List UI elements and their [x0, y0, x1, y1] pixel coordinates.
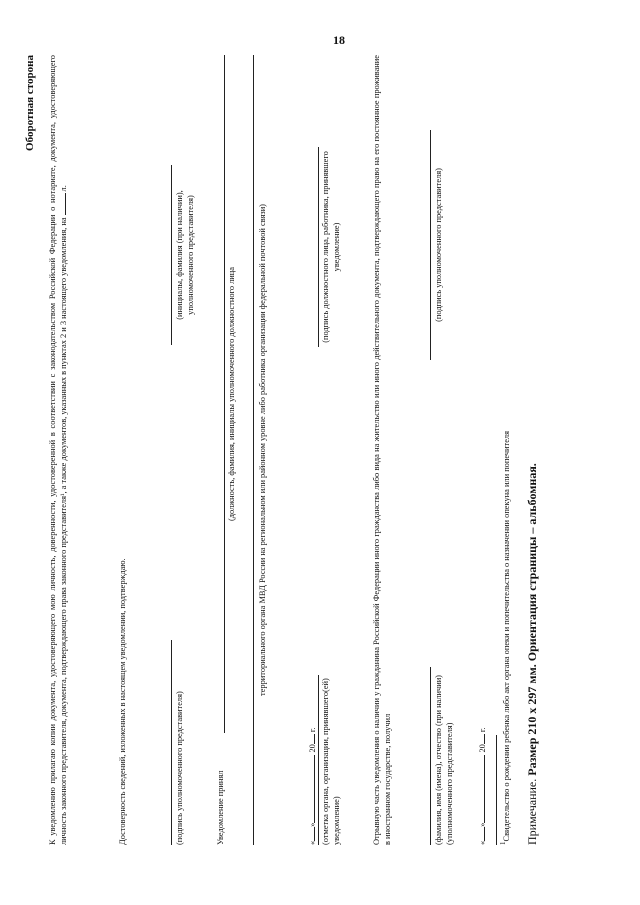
page-number: 18 — [333, 33, 345, 47]
detachable-text: Отрывную часть уведомления о наличии у гражданина Российской Федерации иного гражданства либо вида на жительство или иного действительного документа, подтверждающего право на его постоянное проживание в иностранном государстве, получил — [372, 55, 392, 845]
mark-line — [318, 675, 319, 845]
initials-caption: (инициалы, фамилия (при наличии), уполномоченного представителя) — [175, 190, 195, 320]
territorial-caption: территориального органа МВД России на региональном или районном уровне либо работника организации федеральной почтовой связи) — [258, 204, 267, 696]
received-signature-line — [430, 130, 431, 360]
official-line — [224, 55, 225, 733]
page-note: Примечание. Размер 210 х 297 мм. Ориентация страницы – альбомная. — [525, 463, 539, 845]
official-caption: (должность, фамилия, инициалы уполномоченного должностного лица — [227, 267, 236, 521]
sheets-count-blank — [65, 193, 66, 215]
section-title: Оборотная сторона — [24, 55, 36, 151]
territorial-line — [253, 55, 254, 845]
mark-caption: (отметка органа, организации, принявшего(ей) уведомление) — [321, 678, 341, 845]
confirmation-text: Достоверность сведений, изложенных в настоящем уведомлении, подтверждаю. — [118, 558, 127, 845]
rotated-form — [25, 55, 545, 845]
intro-paragraph: К уведомлению прилагаю копии документа, удостоверяющего мою личность, доверенности, удостоверенной в соответствии с законодательством Российской Федерации о нотариате, документа, удостоверяющего личность законного представителя, документа, подтверждающего права законного представителя¹, а также документов, указанных в пунктах 2 и 3 настоящего уведомления, нал. — [48, 55, 68, 845]
employee-signature-line — [318, 147, 319, 347]
employee-signature-caption: (подпись должностного лица, работника, принявшего уведомление) — [321, 151, 341, 343]
signature-caption: (подпись уполномоченного представителя) — [175, 691, 184, 845]
accepted-label: Уведомление принял — [216, 770, 225, 845]
received-signature-caption: (подпись уполномоченного представителя) — [434, 168, 443, 322]
date-line-2: «» 20 г. — [478, 727, 487, 845]
date-line: «» 20 г. — [308, 727, 317, 845]
received-name-line — [430, 667, 431, 845]
signature-line — [171, 640, 172, 845]
footnote: $^1$Свидетельство о рождении ребенка либо акт органа опеки и попечительства о назначении опекуна или попечителя — [499, 431, 511, 845]
initials-line — [171, 165, 172, 345]
received-name-caption: (фамилия, имя (имена), отчество (при наличии) (уполномоченного представителя) — [434, 675, 454, 845]
footnote-rule — [496, 735, 497, 845]
